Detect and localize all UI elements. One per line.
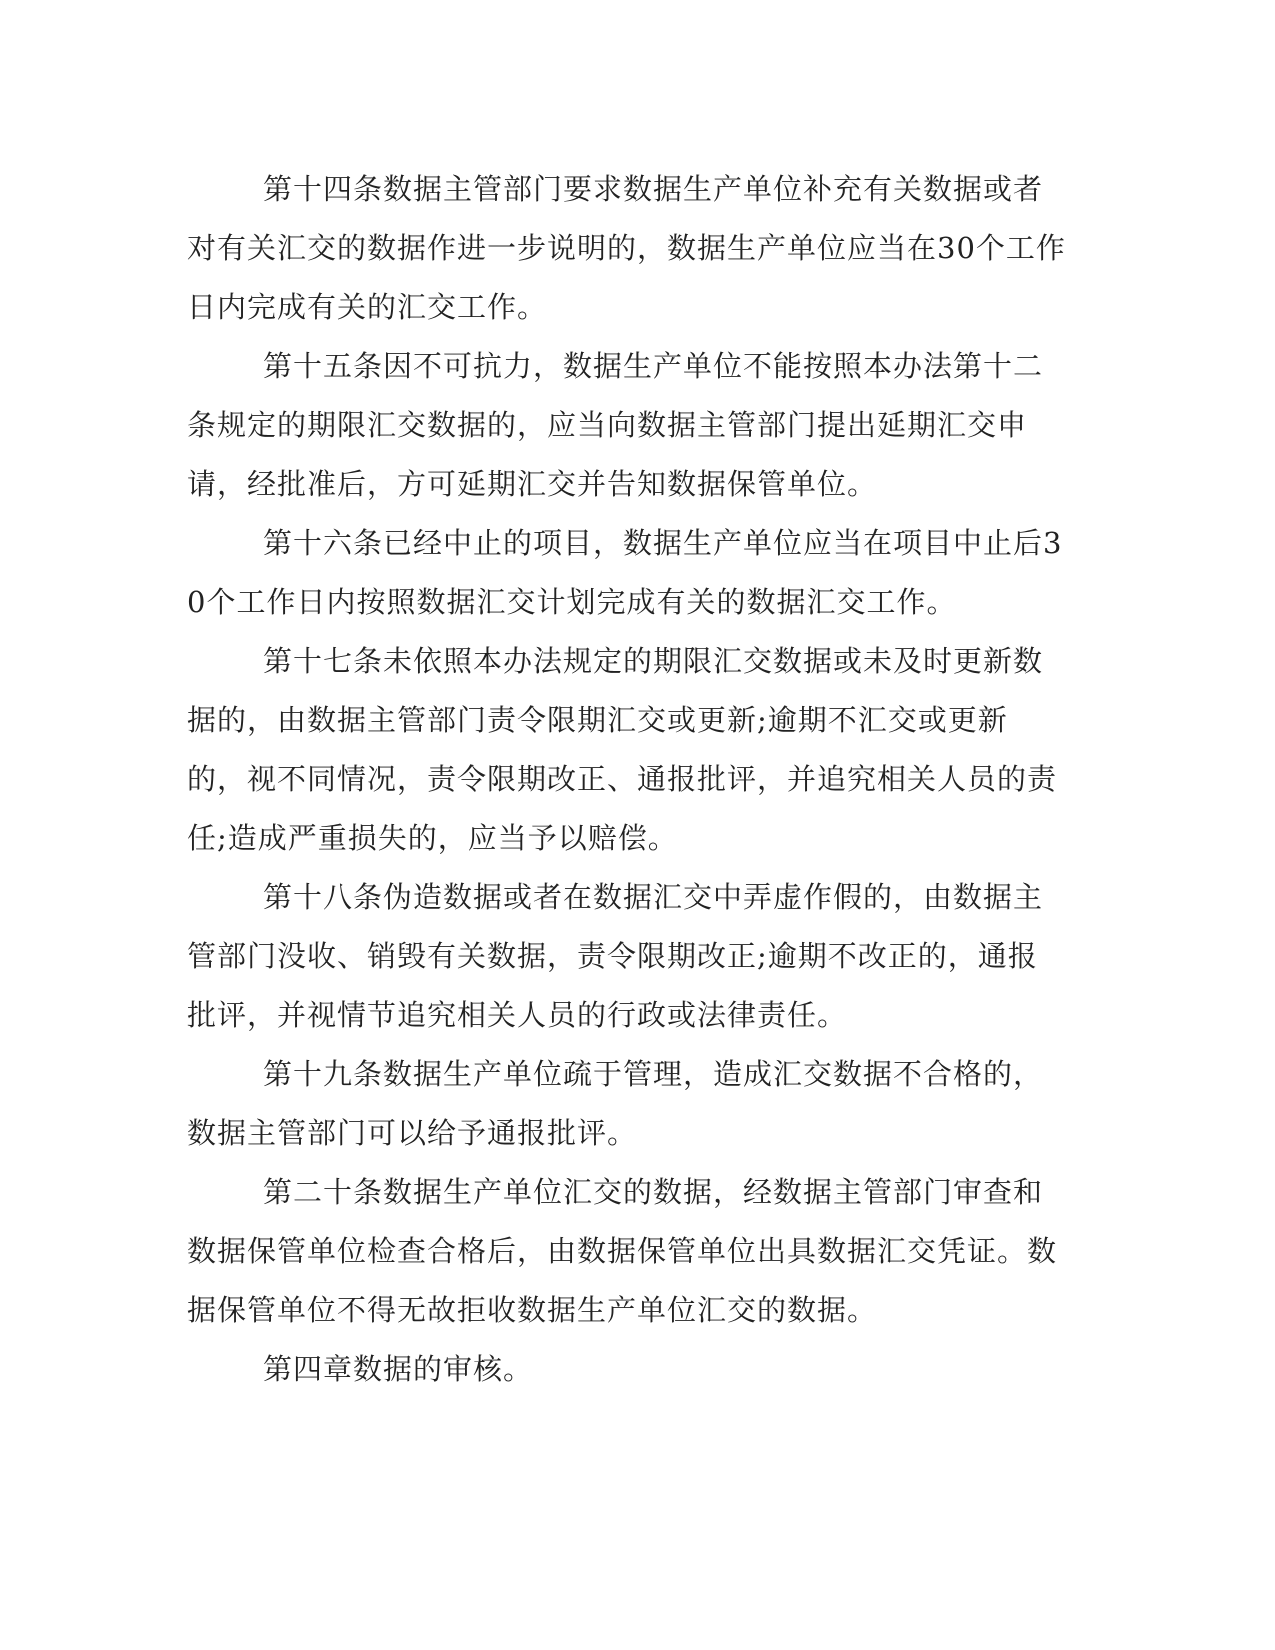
paragraph-article-14: 第十四条数据主管部门要求数据生产单位补充有关数据或者对有关汇交的数据作进一步说明的，数据生产单位应当在30个工作日内完成有关的汇交工作。 <box>187 172 1066 324</box>
paragraph-article-19: 第十九条数据生产单位疏于管理，造成汇交数据不合格的，数据主管部门可以给予通报批评。 <box>187 1057 1044 1150</box>
paragraph-article-18: 第十八条伪造数据或者在数据汇交中弄虚作假的，由数据主管部门没收、销毁有关数据，责令限期改正;逾期不改正的，通报批评，并视情节追究相关人员的行政或法律责任。 <box>187 880 1044 1032</box>
document-body <box>187 160 1067 1399</box>
paragraph-article-16: 第十六条已经中止的项目，数据生产单位应当在项目中止后30个工作日内按照数据汇交计划完成有关的数据汇交工作。 <box>187 526 1063 619</box>
paragraph-article-15: 第十五条因不可抗力，数据生产单位不能按照本办法第十二条规定的期限汇交数据的，应当向数据主管部门提出延期汇交申请，经批准后，方可延期汇交并告知数据保管单位。 <box>187 349 1044 501</box>
paragraph-article-20: 第二十条数据生产单位汇交的数据，经数据主管部门审查和数据保管单位检查合格后，由数据保管单位出具数据汇交凭证。数据保管单位不得无故拒收数据生产单位汇交的数据。 <box>187 1175 1058 1327</box>
chapter-heading: 第四章数据的审核。 <box>263 1352 534 1386</box>
paragraph-article-17: 第十七条未依照本办法规定的期限汇交数据或未及时更新数据的，由数据主管部门责令限期汇交或更新;逾期不汇交或更新的，视不同情况，责令限期改正、通报批评，并追究相关人员的责任;造成严重损失的，应当予以赔偿。 <box>187 644 1058 855</box>
